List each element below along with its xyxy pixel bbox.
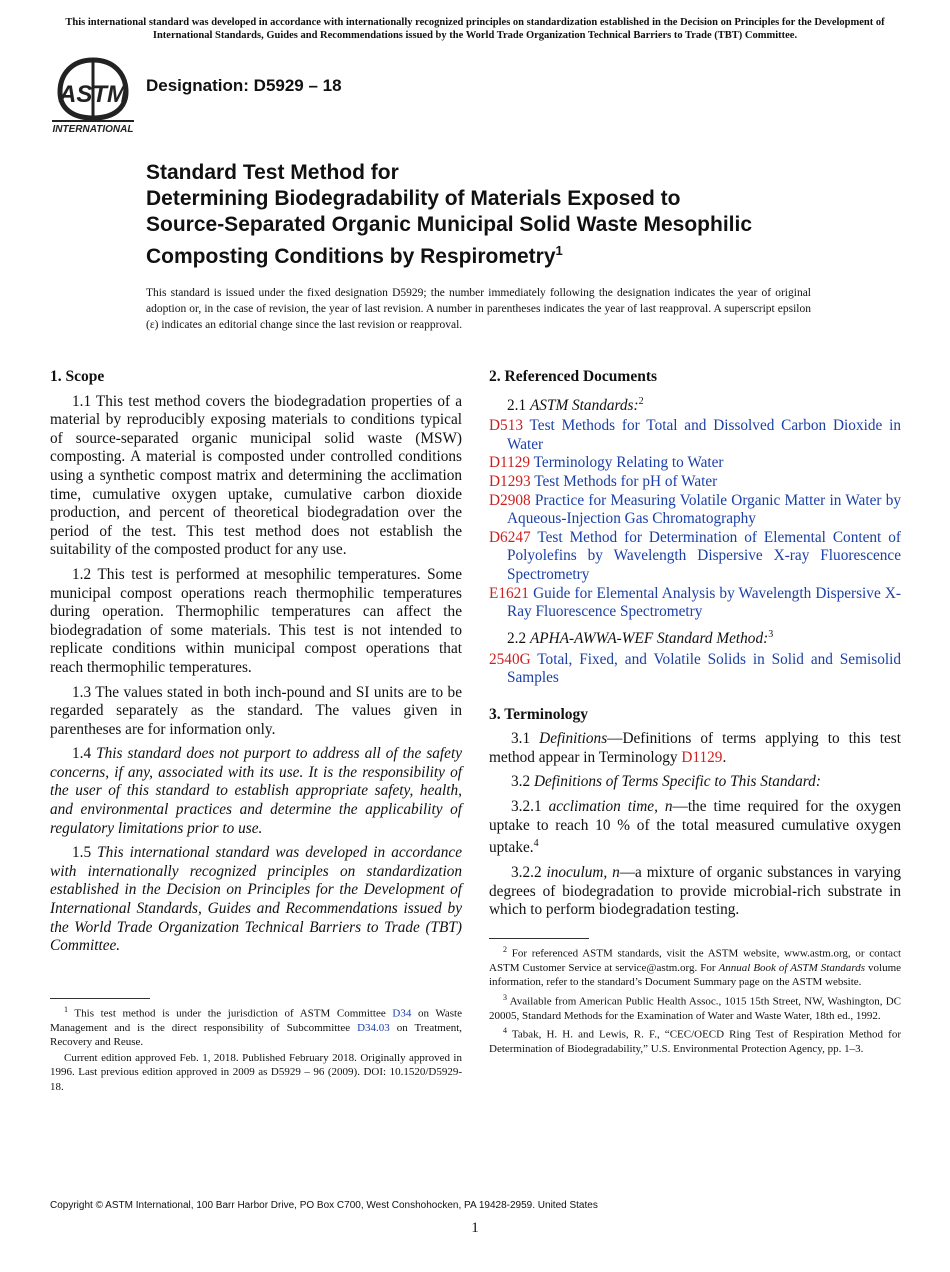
p321-term: acclimation time, n (548, 798, 673, 816)
p321-mark: 4 (533, 838, 539, 850)
reference-code[interactable]: D1293 (489, 473, 531, 491)
terminology-heading: 3. Terminology (489, 705, 589, 723)
reference-title[interactable]: Practice for Measuring Volatile Organic Matter in Water by Aqueous-Injection Gas Chromatography (507, 491, 901, 528)
p322-text: —a mixture of organic substances in varying degrees of biodegradation to provide microbial-rich substrate in which to perform biodegradation testing. (489, 863, 902, 919)
footnote-1-text-c: on Treatment, Recovery and Reuse. (50, 1022, 463, 1049)
reference-title[interactable]: Test Methods for pH of Water (534, 473, 718, 491)
referenced-heading: 2. Referenced Documents (489, 368, 658, 385)
astm-sub-num: 2.1 (507, 396, 527, 414)
footnote-divider-right (489, 938, 589, 939)
astm-logo (52, 56, 134, 134)
p31-num: 3.1 (511, 730, 531, 748)
title-footnote-mark: 1 (555, 243, 563, 258)
reference-item[interactable] (489, 492, 901, 529)
reference-code[interactable]: E1621 (489, 584, 529, 602)
footnote-2-text-b: volume information, refer to the standard’s Document Summary page on the ASTM website. (489, 962, 902, 989)
footnote-1-text-b: on Waste Management and is the direct responsibility of Subcommittee (50, 1007, 462, 1035)
scope-p5 (50, 844, 462, 956)
reference-code[interactable]: D1129 (489, 454, 531, 472)
footnote-divider-left (50, 998, 150, 999)
scope-p5-text: This international standard was developed in accordance with internationally recognized principles on standardization established in the Decision on Principles for the Development of International Standards, Guides and Recommendations issued by the World Trade Organization Technical Barriers to Trade (TBT) Committee. (50, 844, 462, 955)
title-line-1: Standard Test Method for (146, 161, 399, 184)
scope-p3: 1.3 The values stated in both inch-pound and SI units are to be regarded separately as the standard. The values given in parentheses are for information only. (50, 683, 462, 738)
left-column (50, 368, 462, 962)
scope-p5-num: 1.5 (72, 844, 92, 862)
top-notice: This international standard was developed in accordance with internationally recognized principles on standardization established in the Decision on Principles for the Development of International Standards, Guides and Recommendations issued by the World Trade Organization Technical Barriers to Trade (TBT) Committee. (65, 17, 885, 41)
footnote-1-text-a: This test method is under the jurisdiction of ASTM Committee (74, 1007, 386, 1020)
footnote-2-mark: 2 (503, 945, 507, 954)
reference-item[interactable] (489, 417, 901, 454)
reference-title[interactable]: Terminology Relating to Water (533, 454, 724, 472)
astm-sub-text: ASTM Standards: (529, 396, 639, 414)
designation: Designation: D5929 – 18 (146, 76, 342, 95)
reference-item[interactable] (489, 585, 901, 622)
d1129-link[interactable]: D1129 (681, 748, 723, 766)
reference-item[interactable] (489, 651, 901, 688)
reference-code[interactable]: D2908 (489, 491, 531, 509)
terminology-p32 (489, 773, 901, 792)
footnote-4-text: Tabak, H. H. and Lewis, R. F., “CEC/OECD Ring Test of Respiration Method for Determination of Biodegradability,” U.S. Environmental Protection Agency, pp. 1–3. (489, 1029, 901, 1056)
reference-item[interactable] (489, 454, 901, 473)
logo-letters: ASTM (59, 81, 127, 108)
footnote-3 (489, 991, 901, 1023)
footnote-1-mark: 1 (64, 1005, 68, 1014)
document-title (146, 160, 886, 270)
reference-title[interactable]: Total, Fixed, and Volatile Solids in Solid and Semisolid Samples (507, 650, 901, 687)
copyright: Copyright © ASTM International, 100 Barr Harbor Drive, PO Box C700, West Conshohocken, PA 19428-2959. United States (50, 1200, 598, 1211)
p31-text: —Definitions of terms applying to this test method appear in Terminology (489, 730, 902, 766)
terminology-p321 (489, 798, 901, 858)
p321-num: 3.2.1 (511, 798, 542, 816)
apha-sub-text: APHA-AWWA-WEF Standard Method: (529, 629, 769, 647)
apha-subheading (507, 626, 901, 649)
astm-logo-mark (52, 58, 134, 134)
footnotes-left (50, 1003, 462, 1095)
footnote-4-mark: 4 (503, 1026, 507, 1036)
title-line-4: Composting Conditions by Respirometry (146, 245, 556, 268)
footnote-3-mark: 3 (503, 992, 507, 1002)
footnote-1 (50, 1003, 462, 1050)
footnote-2-text-a: For referenced ASTM standards, visit the ASTM website, www.astm.org, or contact ASTM Customer Service at service@astm.org. For (489, 947, 902, 975)
terminology-p322 (489, 864, 901, 920)
reference-code[interactable]: D513 (489, 417, 523, 435)
reference-title[interactable]: Test Method for Determination of Elemental Content of Polyolefins by Wavelength Dispersive X-ray Fluorescence Spectrometry (507, 528, 901, 584)
footnotes-right (489, 943, 901, 1058)
scope-p4-text: This standard does not purport to address all of the safety concerns, if any, associated with its use. It is the responsibility of the user of this standard to establish appropriate safety, health, and environmental practices and determine the applicability of regulatory limitations prior to use. (50, 745, 463, 837)
footnote-1-edition: Current edition approved Feb. 1, 2018. Published February 2018. Originally approved in 1996. Last previous edition approved in 2009 as D5929 – 96 (2009). DOI: 10.1520/D5929-18. (50, 1051, 462, 1093)
right-column (489, 368, 901, 926)
astm-sub-mark: 2 (638, 395, 644, 407)
scope-heading: 1. Scope (50, 368, 105, 385)
p32-num: 3.2 (511, 773, 531, 791)
p322-term: inoculum, n (546, 863, 620, 881)
page-number: 1 (471, 1220, 479, 1236)
issue-note: This standard is issued under the fixed designation D5929; the number immediately following the designation indicates the year of original adoption or, in the case of revision, the year of last revision. A number in parentheses indicates the year of last reapproval. A superscript epsilon (ε) indicates an editorial change since the last revision or reapproval. (146, 287, 811, 331)
reference-code[interactable]: D6247 (489, 528, 531, 546)
p322-num: 3.2.2 (511, 863, 542, 881)
scope-p4-num: 1.4 (72, 745, 92, 763)
reference-item[interactable] (489, 473, 901, 492)
astm-standards-subheading (507, 393, 901, 416)
p321-text: —the time required for the oxygen uptake to reach 10 % of the total measured cumulative oxygen uptake. (489, 798, 902, 857)
logo-word: INTERNATIONAL (52, 124, 134, 134)
reference-title[interactable]: Test Methods for Total and Dissolved Carbon Dioxide in Water (507, 417, 901, 453)
scope-p4 (50, 745, 462, 838)
footnote-2-italic: Annual Book of ASTM Standards (718, 962, 866, 975)
d34-link[interactable]: D34 (392, 1007, 412, 1020)
title-line-2: Determining Biodegradability of Materials Exposed to (146, 187, 681, 210)
d34-03-link[interactable]: D34.03 (357, 1022, 390, 1035)
p31-label: Definitions (539, 730, 608, 748)
apha-sub-num: 2.2 (507, 629, 527, 647)
astm-reference-list (489, 417, 901, 622)
footnote-3-text: Available from American Public Health Assoc., 1015 15th Street, NW, Washington, DC 20005, Standard Methods for the Examination of Water and Waste Water, 18th ed., 1992. (489, 995, 901, 1022)
scope-p1: 1.1 This test method covers the biodegradation properties of a material by reproducibly exposing materials to conditions typical of source-separated organic municipal solid waste (MSW) composting. A material is composted under controlled conditions using a synthetic compost matrix and determining the acclimation time, cumulative oxygen uptake, cumulative carbon dioxide production, and percent of theoretical biodegradation over the period of the test. This test method does not establish the suitability of the composted product for any use. (50, 392, 462, 559)
footnote-4 (489, 1024, 901, 1056)
apha-sub-mark: 3 (768, 628, 774, 640)
p32-label: Definitions of Terms Specific to This Standard: (533, 773, 821, 791)
title-line-3: Source-Separated Organic Municipal Solid Waste Mesophilic (146, 213, 753, 236)
reference-title[interactable]: Guide for Elemental Analysis by Wavelength Dispersive X-Ray Fluorescence Spectrometry (507, 584, 901, 621)
reference-item[interactable] (489, 529, 901, 585)
terminology-p31: 3.1 Definitions—Definitions of terms applying to this test method appear in Terminology D1129. (489, 730, 902, 766)
reference-code[interactable]: 2540G (489, 650, 531, 668)
scope-p2: 1.2 This test is performed at mesophilic temperatures. Some municipal compost operations reach thermophilic temperatures during operation. Thermophilic temperatures can affect the biodegradation of some materials. This test is not intended to replicate conditions within municipal compost operations that reach thermophilic temperatures. (50, 565, 462, 676)
footnote-2 (489, 943, 901, 990)
